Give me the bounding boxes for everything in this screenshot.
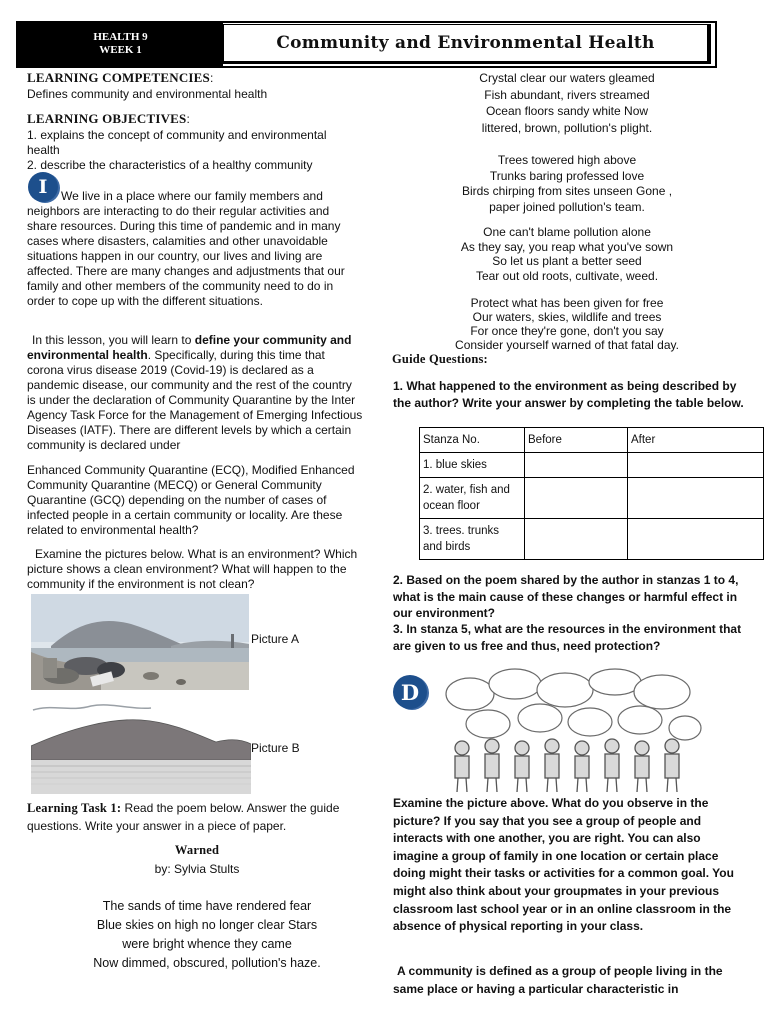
table-cell[interactable] — [525, 519, 628, 560]
poem-line: So let us plant a better seed — [492, 254, 642, 268]
poem-stanza-3 — [388, 153, 746, 215]
poem-stanza-1 — [27, 897, 387, 973]
lesson-text-post: . Specifically, during this time that corona virus disease 2019 (Covid-19) is declared as a pandemic disease, our community and the rest of the country is under the declaration of Community Quarantine by the Inter Agency Task Force for the Management of Emerging Infectious Diseases (IATF). There are different levels by which a certain community is declared under — [27, 348, 363, 452]
table-cell[interactable] — [628, 519, 764, 560]
guide-question-2: 2. Based on the poem shared by the author in stanzas 1 to 4, what is the main cause of these changes or harmful effect in our environment? — [393, 573, 739, 620]
header-title-box — [223, 24, 711, 64]
objective-item: 2. describe the characteristics of a healthy community — [27, 158, 313, 172]
poem-stanza-5 — [388, 296, 746, 352]
learning-task-block — [27, 799, 367, 835]
competencies-block — [27, 69, 367, 102]
section-d-examine-paragraph: Examine the picture above. What do you observe in the picture? If you say that you see a group of people and interacts with one another, you are right. You can also imagine a group of family in one location or certain place doing might their tasks or activities for a common goal. You might also think about your groupmates in your previous classroom last school year or in an online classroom in the absence of physical reporting in your class. — [393, 796, 734, 934]
poem-author: by: Sylvia Stults — [154, 862, 240, 876]
poem-stanza-4 — [388, 225, 746, 283]
table-cell: 1. blue skies — [420, 453, 525, 478]
poem-line: One can't blame pollution alone — [483, 225, 651, 239]
poem-line: Consider yourself warned of that fatal day. — [455, 338, 679, 352]
quarantine-paragraph: Enhanced Community Quarantine (ECQ), Modified Enhanced Community Quarantine (MECQ) or General Community Quarantine (GCQ) depending on the number of cases of infected people in a certain community or locality. Are these related to environmental health? — [27, 463, 355, 537]
poem-line: Crystal clear our waters gleamed — [479, 71, 655, 85]
learning-task-label: Learning Task 1: — [27, 801, 122, 815]
lesson-text-bold: define your community and environmental health — [27, 333, 352, 362]
examine-pictures-paragraph: Examine the pictures below. What is an environment? Which picture shows a clean environment? What will happen to the community if the environment is not clean? — [27, 547, 358, 591]
table-cell[interactable] — [525, 453, 628, 478]
table-cell: 2. water, fish and ocean floor — [420, 478, 525, 519]
table-cell: 3. trees. trunks and birds — [420, 519, 525, 560]
before-after-table — [419, 427, 764, 560]
table-header-cell: Before — [525, 428, 628, 453]
objective-item: 1. explains the concept of community and environmental health — [27, 128, 327, 157]
poem-line: Trees towered high above — [497, 153, 637, 167]
table-cell[interactable] — [628, 453, 764, 478]
table-header-row — [420, 428, 764, 453]
section-i-letter: I — [38, 176, 48, 198]
poem-line: Ocean floors sandy white Now — [485, 104, 649, 118]
poem-line: Fish abundant, rivers streamed — [484, 87, 650, 102]
table-cell[interactable] — [628, 478, 764, 519]
header-course-box — [18, 23, 223, 66]
poem-line: Protect what has been given for free — [470, 296, 664, 310]
table-header-cell: Stanza No. — [420, 428, 525, 453]
competencies-label: LEARNING COMPETENCIES — [27, 70, 210, 85]
table-row — [420, 519, 764, 560]
poem-heading — [27, 843, 367, 876]
poem-line: Birds chirping from sites unseen Gone , — [461, 184, 673, 198]
lesson-paragraph — [27, 333, 363, 453]
community-definition-paragraph: A community is defined as a group of people living in the same place or having a particular characteristic in — [393, 964, 723, 996]
poem-line: Blue skies on high no longer clear Stars — [96, 918, 318, 932]
table-header-cell: After — [628, 428, 764, 453]
poem-line: Now dimmed, obscured, pollution's haze. — [93, 956, 321, 970]
poem-line: As they say, you reap what you've sown — [460, 239, 674, 254]
table-row — [420, 478, 764, 519]
learning-task-text: Read the poem below. Answer the guide questions. Write your answer in a piece of paper. — [27, 801, 340, 833]
poem-line: The sands of time have rendered fear — [102, 899, 312, 913]
community-illustration — [440, 668, 702, 796]
intro-paragraph: We live in a place where our family members and neighbors are interacting to do their regular activities and share resources. During this time of pandemic and in many cases where disasters, calamities and other unavoidable situations happen in our country, our lives and living are affected. There are many changes and adjustments that our family and other members of the community need to do in order to cope up with the different situations. — [27, 189, 345, 308]
poem-line: Trunks baring professed love — [489, 168, 645, 183]
table-cell[interactable] — [525, 478, 628, 519]
lesson-text-pre: In this lesson, you will learn to — [32, 333, 195, 347]
poem-line: paper joined pollution's team. — [489, 199, 645, 214]
objectives-label: LEARNING OBJECTIVES — [27, 111, 187, 126]
section-d-letter: D — [400, 679, 420, 705]
guide-question-1: 1. What happened to the environment as being described by the author? Write your answer by completing the table below. — [393, 379, 744, 410]
competencies-colon: : — [209, 71, 214, 85]
poem-line: were bright whence they came — [122, 937, 292, 951]
poem-line: For once they're gone, don't you say — [470, 324, 664, 338]
header-week: WEEK 1 — [99, 44, 142, 56]
objectives-block — [27, 110, 362, 173]
page-title: Community and Environmental Health — [276, 33, 655, 53]
objectives-colon: : — [186, 112, 190, 126]
poem-title: Warned — [174, 843, 220, 857]
poem-stanza-2 — [388, 70, 746, 136]
picture-b-label: Picture B — [251, 741, 300, 755]
section-d-badge — [393, 675, 427, 709]
header-subject: HEALTH 9 — [93, 31, 148, 43]
poem-line: Our waters, skies, wildlife and trees — [472, 310, 662, 324]
picture-a-label: Picture A — [251, 632, 300, 646]
picture-a-polluted-beach — [31, 594, 249, 690]
picture-b-clean-landscape — [31, 698, 251, 794]
guide-questions-label: Guide Questions: — [392, 352, 488, 366]
poem-line: littered, brown, pollution's plight. — [481, 120, 653, 135]
table-row — [420, 453, 764, 478]
competencies-text: Defines community and environmental health — [27, 87, 268, 101]
poem-line: Tear out old roots, cultivate, weed. — [475, 268, 659, 283]
guide-question-3: 3. In stanza 5, what are the resources in the environment that are given to us free and thus, need protection? — [393, 622, 742, 653]
